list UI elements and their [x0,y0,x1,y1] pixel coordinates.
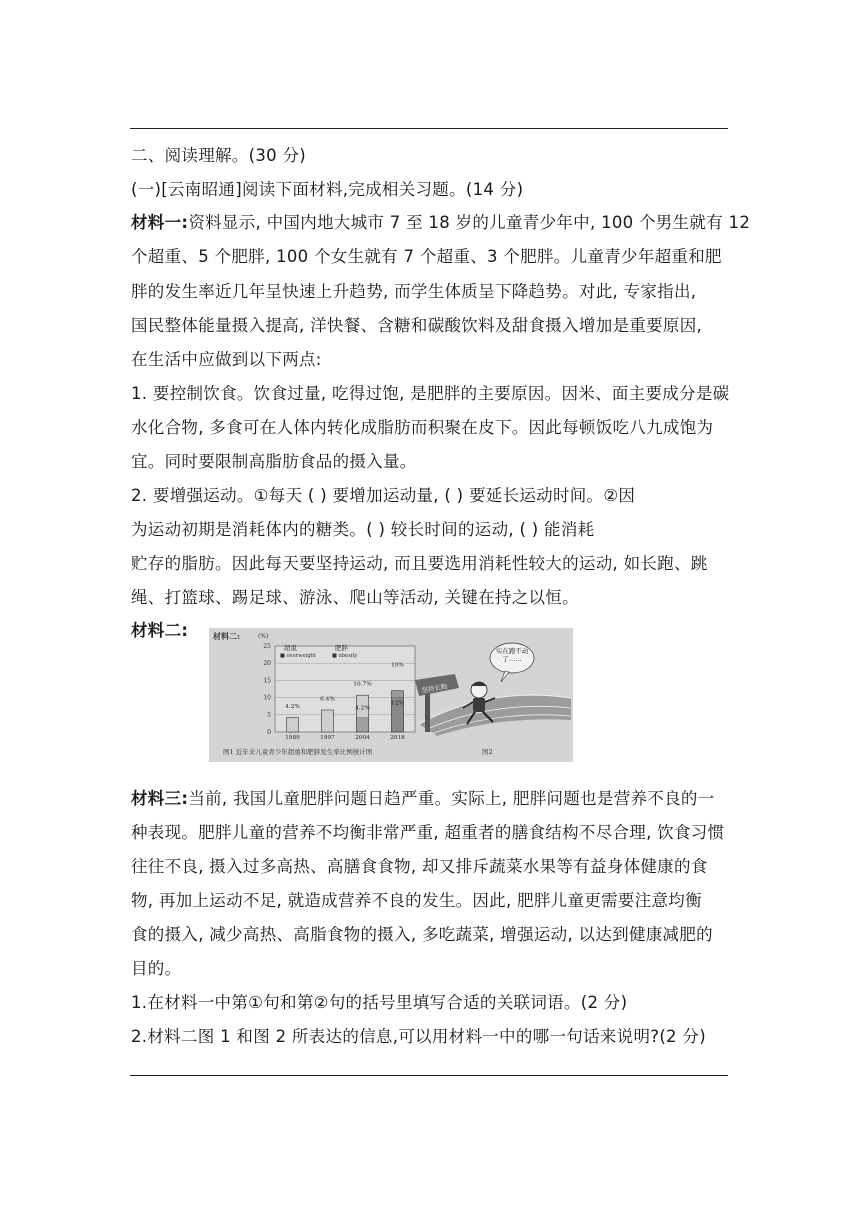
material-3-line-6: 目的。 [131,959,182,978]
material-3-line-1 [131,789,715,809]
y-tick-label: 20 [263,660,271,668]
bar-value-label: 6.4% [320,696,335,703]
point-2-line-2: 为运动初期是消耗体内的糖类。( ) 较长时间的运动, ( ) 能消耗 [131,520,595,539]
legend-obesity-en: ■ obesity [332,653,358,659]
bar-value-label: 10.7% [353,681,372,688]
question-1: 1.在材料一中第①句和第②句的括号里填写合适的关联词语。(2 分) [131,993,628,1012]
x-tick-label: 1997 [320,735,335,741]
material-1-line-4: 国民整体能量摄入提高, 洋快餐、含糖和碳酸饮料及甜食摄入增加是重要原因, [131,316,703,335]
bar-obesity [357,718,369,732]
material-2-label: 材料二: [131,621,189,640]
bar-value-label: 12% [391,700,404,707]
bar-overweight [287,718,299,732]
figure-1-caption: 图1 近年来儿童青少年超重和肥胖发生率比例统计图 [223,748,373,756]
y-tick-label: 25 [263,643,271,650]
material-3-line-5: 食的摄入, 减少高热、高脂食物的摄入, 多吃蔬菜, 增强运动, 以达到健康减肥的 [131,925,713,944]
x-tick-label: 2004 [355,735,370,741]
y-tick-label: 0 [267,729,271,736]
section-heading: 二、阅读理解。(30 分) [131,146,307,165]
material-3-line-2: 种表现。肥胖儿童的营养不均衡非常严重, 超重者的膳食结构不尽合理, 饮食习惯 [131,823,725,842]
point-2-line-4: 绳、打篮球、踢足球、游泳、爬山等活动, 关键在持之以恒。 [131,588,579,607]
bar-value-label: 10% [391,662,404,669]
material-1-text: 资料显示, 中国内地大城市 7 至 18 岁的儿童青少年中, 100 个男生就有 12 [188,213,751,232]
material-1-line-2: 个超重、5 个肥胖, 100 个女生就有 7 个超重、3 个肥胖。儿童青少年超重和肥 [131,247,722,266]
bar-value-label: 4.2% [355,705,370,712]
sign-text: 坚持长跑 [420,682,448,695]
material-3-line-3: 往往不良, 摄入过多高热、高膳食食物, 却又排斥蔬菜水果等有益身体健康的食 [131,857,708,876]
speech-text: 实在跑不动了…… [495,647,529,663]
y-unit: (%) [258,633,269,640]
point-1-line-1: 1. 要控制饮食。饮食过量, 吃得过饱, 是肥胖的主要原因。因米、面主要成分是碳 [131,384,730,403]
point-1-line-3: 宜。同时要限制高脂肪食品的摄入量。 [131,452,417,471]
material-3-line-4: 物, 再加上运动不足, 就造成营养不良的发生。因此, 肥胖儿童更需要注意均衡 [131,891,702,910]
material-2-figure [209,628,573,762]
material-1-line-3: 胖的发生率近几年呈快速上升趋势, 而学生体质呈下降趋势。对此, 专家指出, [131,282,697,301]
figure-svg [209,628,573,762]
material-1-line-5: 在生活中应做到以下两点: [131,350,322,369]
bar-overweight [322,710,334,732]
legend-overweight-en: ■ overweight [280,653,317,659]
x-tick-label: 1989 [285,735,300,741]
question-2: 2.材料二图 1 和图 2 所表达的信息,可以用材料一中的哪一句话来说明?(2 分) [131,1027,706,1046]
point-2-line-3: 贮存的脂肪。因此每天要坚持运动, 而且要选用消耗性较大的运动, 如长跑、跳 [131,554,708,573]
legend-obesity: 肥胖 [335,644,348,652]
bottom-rule [130,1075,728,1076]
bar-value-label: 4.2% [285,703,300,710]
material-1-line-1 [131,213,750,233]
y-tick-label: 5 [267,711,271,719]
point-2-line-1: 2. 要增强运动。①每天 ( ) 要增加运动量, ( ) 要延长运动时间。②因 [131,486,636,505]
figure-inner-label: 材料二: [213,631,240,641]
x-tick-label: 2018 [390,735,405,741]
point-1-line-2: 水化合物, 多食可在人体内转化成脂肪而积聚在皮下。因此每顿饭吃八九成饱为 [131,418,714,437]
sub-heading: (一)[云南昭通]阅读下面材料,完成相关习题。(14 分) [131,180,524,199]
figure-2-caption: 图2 [482,748,493,756]
material-1-label: 材料一: [131,213,189,232]
material-3-label: 材料三: [131,789,189,808]
y-tick-label: 10 [263,694,271,702]
legend-overweight: 超重 [284,644,297,652]
y-tick-label: 15 [263,677,271,685]
material-3-text: 当前, 我国儿童肥胖问题日趋严重。实际上, 肥胖问题也是营养不良的一 [188,789,715,808]
top-rule [130,128,728,129]
